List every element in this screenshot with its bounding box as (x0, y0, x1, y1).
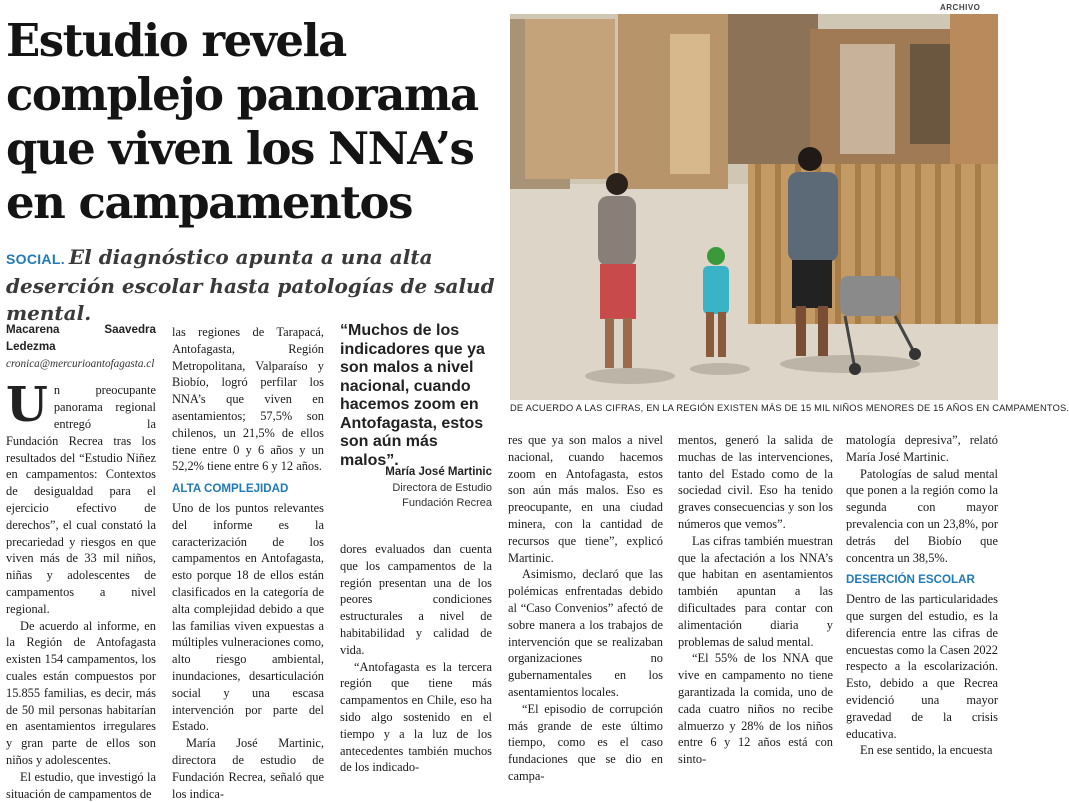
paragraph: Patologías de salud mental que ponen a la región como la segunda con mayor prevalencia con un 23,8%, por detrás del Biobío que concentra un 38,5%. (846, 466, 998, 565)
subheading-desercion-escolar: DESERCIÓN ESCOLAR (846, 573, 975, 587)
headline: Estudio revela complejo panorama que viven los NNA’s en campamentos (6, 14, 478, 229)
paragraph: Uno de los puntos relevantes del informe es la caracterización de los campamentos en Antofagasta, esto porque 18 de ellos están clasificados en la categoría de alta complejidad debido a que las familias viven expuestas a múltiples vulneraciones como, alto riesgo ambiental, inundaciones, desarticulación social y una escasa intervención por parte del Estado. (172, 500, 324, 734)
paragraph: “Antofagasta es la tercera región que tiene más campamentos en Chile, eso ha sido algo sostenido en el tiempo y a la luz de los antecedentes también muchos de los indicado- (340, 659, 492, 775)
pull-quote-name: María José Martinic (385, 466, 492, 478)
byline-name: Macarena Saavedra Ledezma (6, 323, 156, 353)
deck-text: El diagnóstico apunta a una alta deserción escolar hasta patologías de salud mental. (6, 245, 495, 325)
byline-email: cronica@mercurioantofagasta.cl (6, 357, 155, 370)
paragraph: Un preocupante panorama regional entregó la Fundación Recrea tras los resultados del “Estudio Niñez en campamentos: Contextos de desigualdad para el ejercicio efectivo de derechos”, el cual constató la precariedad y riesgos en que viven más de 33 mil niños, niñas y adolescentes de campamentos a nivel regional. (6, 377, 156, 616)
column-6 (846, 432, 998, 759)
paragraph: El estudio, que investigó la situación de campamentos de (6, 769, 156, 801)
column-1 (6, 322, 156, 802)
paragraph: En ese sentido, la encuesta (860, 743, 993, 758)
paragraph: De acuerdo al informe, en la Región de Antofagasta existen 154 campamentos, los cuales están compuestos por 15.855 familias, es decir, más de 50 mil personas habitarían en asentamientos irregulares y gran parte de ellos son niños y adolescentes. (6, 618, 156, 767)
subheading-alta-complejidad: ALTA COMPLEJIDAD (172, 482, 289, 496)
drop-cap: U (6, 377, 48, 434)
paragraph: Dentro de las particularidades que surgen del estudio, es la diferencia entre las cifras de encuestas como la Casen 2022 respecto a la escolarización. Esto, debido a que Recrea evidenció una mayor gravedad de la crisis educativa. (846, 592, 998, 741)
paragraph: dores evaluados dan cuenta que los campamentos de la región presentan una de los peores condiciones estructurales a nivel de habitabilidad y calidad de vida. (340, 542, 492, 657)
column-4 (508, 432, 663, 785)
pull-quote-role: Directora de Estudio Fundación Recrea (392, 482, 492, 509)
column-5 (678, 432, 833, 768)
column-2 (172, 324, 324, 802)
paragraph: María José Martinic, directora de estudio de Fundación Recrea, señaló que los indica- (172, 736, 324, 801)
paragraph: res que ya son malos a nivel nacional, cuando hacemos zoom en Antofagasta, estos son aún más malos. Eso es preocupante, en una ciudad minera, con la cantidad de recursos que tiene”, explicó Martinic. (508, 433, 663, 565)
section-kicker: SOCIAL. (6, 251, 65, 267)
paragraph: matología depresiva”, relató María José Martinic. (846, 433, 998, 464)
paragraph: mentos, generó la salida de muchas de las intervenciones, tanto del Estado como de la sociedad civil. Eso ha tenido graves consecuencias y son los números que vemos”. (678, 433, 833, 531)
paragraph: las regiones de Tarapacá, Antofagasta, Región Metropolitana, Valparaíso y Biobío, logró perfilar los NNA’s que viven en asentamientos; 57,5% son chilenos, un 21,5% de ellos tiene entre 0 y 6 años y un 52,2% tiene entre 6 y 12 años. (172, 325, 324, 474)
column-3 (340, 541, 492, 776)
paragraph: “El episodio de corrupción más grande de este último tiempo, como es el caso fundaciones que se dio en campa- (508, 701, 663, 783)
paragraph: Las cifras también muestran que la afectación a los NNA’s que habitan en asentamientos también apuntan a las dificultades para contar con alimentación diaria y problemas de salud mental. (678, 533, 833, 649)
paragraph: “El 55% de los NNA que vive en campamento no tiene garantizada la comida, uno de cada cuatro niños no recibe almuerzo y 28% de los niños entre 6 y 12 años está con sinto- (678, 651, 833, 767)
news-photo (510, 14, 998, 400)
paragraph: Asimismo, declaró que las polémicas enfrentadas debido al “Caso Convenios” afectó de sobre manera a los trabajos de intervención que se realizaban organizaciones no gubernamentales en los asentamientos locales. (508, 567, 663, 699)
deck (6, 244, 500, 327)
photo-caption: DE ACUERDO A LAS CIFRAS, EN LA REGIÓN EXISTEN MÁS DE 15 MIL NIÑOS MENORES DE 15 AÑOS EN CAMPAMENTOS. (510, 403, 1069, 413)
pull-quote: “Muchos de los indicadores que ya son malos a nivel nacional, cuando hacemos zoom en Antofagasta, estos son aún más malos”. (340, 322, 485, 469)
photo-credit: ARCHIVO (940, 3, 981, 12)
campamento-scene-illustration (510, 14, 998, 400)
